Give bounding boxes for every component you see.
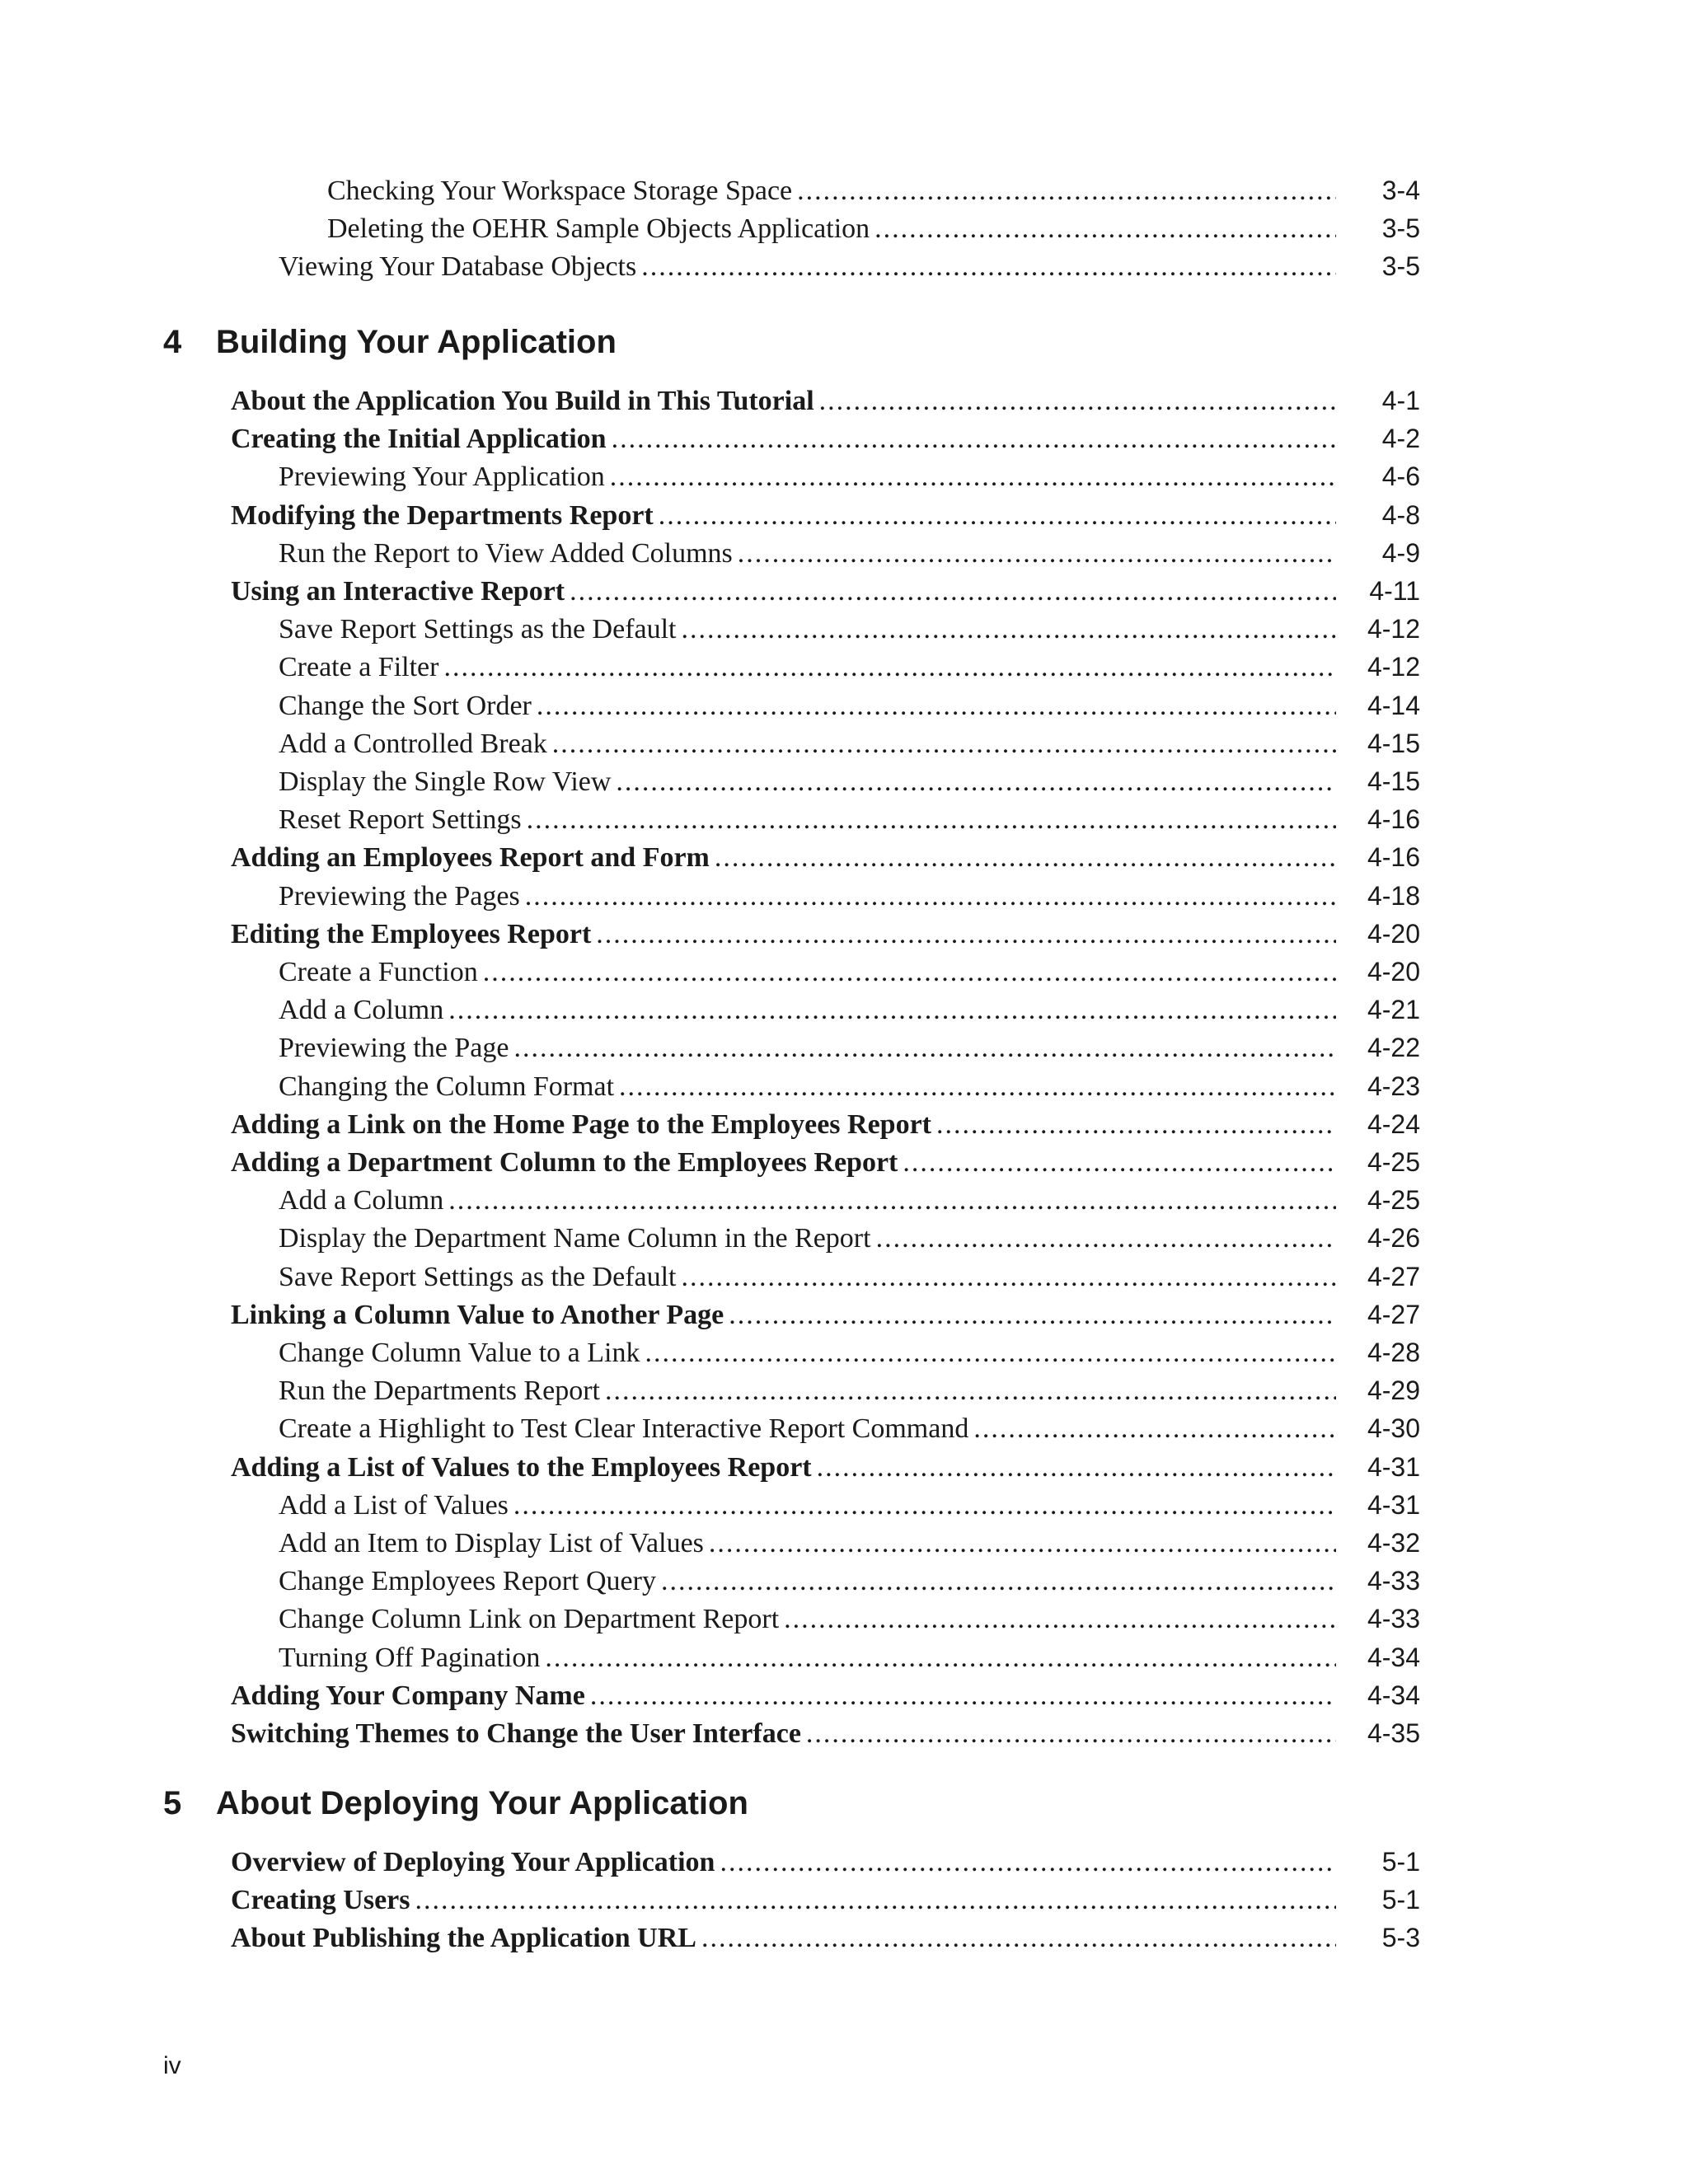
toc-entry[interactable] (231, 1448, 1420, 1486)
toc-entry-page: 4-20 (1367, 918, 1420, 949)
toc-entry-page: 4-15 (1367, 728, 1420, 758)
toc-leader-dots (876, 1220, 1336, 1258)
toc-entry-page: 4-27 (1367, 1261, 1420, 1291)
toc-entry-page: 4-25 (1367, 1147, 1420, 1177)
toc-entry-page: 4-18 (1367, 880, 1420, 911)
toc-entry-page: 4-34 (1367, 1642, 1420, 1672)
toc-leader-dots (570, 573, 1336, 611)
toc-entry[interactable] (231, 1919, 1420, 1957)
toc-leader-dots (903, 1144, 1336, 1182)
toc-entry-title: Checking Your Workspace Storage Space (327, 176, 793, 206)
toc-entry-page: 3-5 (1381, 251, 1420, 282)
toc-leader-dots (545, 1639, 1336, 1677)
toc-leader-dots (701, 1919, 1336, 1957)
toc-entry[interactable] (279, 247, 1420, 285)
toc-entry-page: 4-22 (1367, 1033, 1420, 1063)
toc-entry-title: Creating Users (231, 1885, 410, 1916)
toc-entry-title: Creating the Initial Application (231, 424, 607, 455)
toc-entry-title: Change Column Value to a Link (279, 1338, 640, 1368)
toc-entry-title: Change Column Link on Department Report (279, 1604, 780, 1635)
toc-entry-title: Add a Column (279, 995, 444, 1026)
toc-entry[interactable] (327, 171, 1420, 209)
toc-entry-page: 3-5 (1381, 213, 1420, 244)
toc-entry-page: 4-12 (1367, 652, 1420, 682)
toc-leader-dots (641, 248, 1336, 286)
toc-entry[interactable] (231, 419, 1420, 457)
chapter-number: 4 (163, 324, 182, 360)
toc-entry-title: Add a Controlled Break (279, 728, 547, 759)
toc-entry[interactable] (231, 382, 1420, 419)
toc-entry[interactable] (231, 1296, 1420, 1333)
chapter-heading (163, 317, 617, 367)
toc-entry-title: Create a Function (279, 957, 478, 987)
toc-entry-title: Adding an Employees Report and Form (231, 842, 710, 874)
toc-leader-dots (973, 1410, 1336, 1448)
toc-entry[interactable] (279, 877, 1420, 915)
toc-entry[interactable] (231, 1676, 1420, 1714)
toc-entry-page: 4-12 (1367, 614, 1420, 644)
page-folio: iv (163, 2052, 181, 2079)
toc-entry[interactable] (279, 991, 1420, 1029)
toc-entry-page: 4-16 (1367, 842, 1420, 873)
toc-leader-dots (619, 1068, 1336, 1106)
toc-leader-dots (645, 1334, 1336, 1372)
toc-entry[interactable] (279, 1029, 1420, 1066)
toc-entry-title: Create a Filter (279, 652, 439, 683)
chapter-number: 5 (163, 1785, 182, 1821)
toc-entry[interactable] (279, 762, 1420, 800)
toc-entry-page: 4-8 (1381, 499, 1420, 530)
toc-entry[interactable] (231, 572, 1420, 610)
toc-entry-title: Reset Report Settings (279, 804, 522, 836)
toc-entry[interactable] (231, 1143, 1420, 1181)
toc-entry[interactable] (279, 1486, 1420, 1524)
toc-entry[interactable] (231, 1714, 1420, 1752)
toc-entry-title: Display the Department Name Column in the Report (279, 1223, 871, 1254)
toc-entry[interactable] (279, 1333, 1420, 1371)
toc-entry-title: Switching Themes to Change the User Interface (231, 1718, 801, 1749)
toc-entry[interactable] (279, 800, 1420, 838)
toc-entry-page: 4-21 (1367, 995, 1420, 1025)
toc-leader-dots (819, 382, 1336, 420)
toc-leader-dots (514, 1029, 1337, 1067)
toc-entry[interactable] (279, 687, 1420, 724)
toc-entry[interactable] (279, 1371, 1420, 1409)
toc-entry-title: Viewing Your Database Objects (279, 251, 637, 283)
toc-entry-title: Adding Your Company Name (231, 1680, 585, 1711)
toc-entry[interactable] (279, 1067, 1420, 1105)
toc-entry[interactable] (279, 953, 1420, 991)
toc-leader-dots (797, 172, 1336, 210)
toc-entry[interactable] (231, 1843, 1420, 1881)
toc-leader-dots (448, 991, 1336, 1029)
toc-entry-title: Run the Departments Report (279, 1376, 600, 1407)
toc-entry-page: 4-34 (1367, 1680, 1420, 1710)
toc-leader-dots (513, 1487, 1336, 1525)
toc-leader-dots (936, 1106, 1336, 1144)
toc-leader-dots (682, 1258, 1336, 1296)
toc-leader-dots (605, 1372, 1336, 1410)
toc-entry-page: 4-23 (1367, 1071, 1420, 1101)
toc-entry[interactable] (279, 1181, 1420, 1219)
toc-entry-title: Adding a List of Values to the Employees Report (231, 1451, 812, 1483)
toc-entry-title: Display the Single Row View (279, 766, 612, 797)
toc-entry-title: Save Report Settings as the Default (279, 614, 677, 645)
toc-entry[interactable] (279, 1638, 1420, 1676)
toc-leader-dots (817, 1449, 1336, 1487)
toc-entry-title: Previewing Your Application (279, 462, 605, 493)
toc-entry[interactable] (279, 1600, 1420, 1638)
toc-leader-dots (552, 725, 1336, 763)
toc-leader-dots (709, 1525, 1336, 1563)
toc-entry[interactable] (231, 1105, 1420, 1143)
toc-leader-dots (874, 210, 1336, 248)
toc-entry-title: Adding a Link on the Home Page to the Employees Report (231, 1108, 931, 1140)
toc-leader-dots (806, 1715, 1336, 1753)
toc-entry[interactable] (279, 534, 1420, 572)
toc-entry[interactable] (327, 209, 1420, 247)
toc-entry-page: 4-20 (1367, 957, 1420, 987)
toc-entry-title: Modifying the Departments Report (231, 499, 654, 531)
toc-entry[interactable] (231, 496, 1420, 534)
toc-leader-dots (616, 763, 1336, 801)
toc-leader-dots (729, 1296, 1336, 1334)
toc-entry-page: 5-3 (1381, 1923, 1420, 1953)
toc-leader-dots (610, 458, 1336, 496)
toc-entry[interactable] (279, 648, 1420, 686)
toc-entry-title: About the Application You Build in This Tutorial (231, 386, 814, 416)
toc-entry-title: Deleting the OEHR Sample Objects Application (327, 213, 870, 245)
toc-entry-title: Changing the Column Format (279, 1071, 615, 1102)
toc-entry-page: 4-1 (1381, 386, 1420, 415)
toc-leader-dots (784, 1601, 1336, 1638)
toc-leader-dots (590, 1677, 1336, 1715)
toc-leader-dots (682, 611, 1336, 649)
toc-entry[interactable] (279, 610, 1420, 648)
toc-entry-page: 4-30 (1367, 1413, 1420, 1444)
toc-leader-dots (448, 1182, 1336, 1220)
toc-entry-title: Save Report Settings as the Default (279, 1261, 677, 1292)
toc-entry-title: Overview of Deploying Your Application (231, 1847, 715, 1877)
toc-entry-title: Editing the Employees Report (231, 918, 592, 949)
toc-entry-title: Turning Off Pagination (279, 1642, 541, 1673)
toc-entry-page: 4-16 (1367, 804, 1420, 835)
toc-entry-page: 4-14 (1367, 690, 1420, 720)
toc-entry[interactable] (279, 1524, 1420, 1562)
toc-entry-page: 4-31 (1367, 1451, 1420, 1482)
toc-entry[interactable] (279, 724, 1420, 762)
toc-entry-title: Adding a Department Column to the Employees Report (231, 1147, 898, 1178)
toc-entry-title: Using an Interactive Report (231, 576, 565, 607)
toc-entry-page: 4-25 (1367, 1185, 1420, 1216)
toc-leader-dots (483, 954, 1336, 991)
toc-entry[interactable] (279, 1562, 1420, 1600)
toc-leader-dots (715, 839, 1336, 877)
toc-entry-title: Create a Highlight to Test Clear Interactive Report Command (279, 1413, 969, 1445)
toc-entry-title: Previewing the Page (279, 1033, 509, 1064)
toc-leader-dots (612, 420, 1336, 458)
toc-entry-page: 4-2 (1381, 424, 1420, 454)
toc-entry-page: 4-31 (1367, 1489, 1420, 1520)
toc-leader-dots (527, 801, 1336, 839)
toc-leader-dots (659, 497, 1336, 535)
toc-entry-page: 4-6 (1381, 462, 1420, 492)
toc-entry-title: Add a Column (279, 1185, 444, 1216)
toc-entry-title: Linking a Column Value to Another Page (231, 1299, 724, 1330)
toc-entry-page: 5-1 (1381, 1885, 1420, 1915)
toc-entry-page: 4-33 (1367, 1566, 1420, 1596)
toc-entry-page: 4-32 (1367, 1528, 1420, 1558)
toc-entry[interactable] (279, 1219, 1420, 1257)
toc-entry[interactable] (279, 457, 1420, 495)
toc-entry-page: 4-29 (1367, 1376, 1420, 1406)
chapter-title: About Deploying Your Application (216, 1785, 748, 1821)
toc-entry-page: 4-9 (1381, 537, 1420, 568)
toc-entry-page: 4-15 (1367, 766, 1420, 796)
toc-entry-page: 5-1 (1381, 1847, 1420, 1877)
toc-entry[interactable] (231, 838, 1420, 876)
toc-leader-dots (720, 1844, 1336, 1882)
toc-entry-title: Add a List of Values (279, 1489, 509, 1521)
toc-entry-title: Previewing the Pages (279, 880, 520, 912)
toc-leader-dots (738, 535, 1336, 573)
toc-entry-title: Change Employees Report Query (279, 1566, 656, 1597)
chapter-heading (163, 1779, 748, 1828)
chapter-title: Building Your Application (216, 324, 617, 360)
toc-entry[interactable] (231, 1881, 1420, 1919)
toc-leader-dots (525, 878, 1336, 916)
toc-entry-title: Add an Item to Display List of Values (279, 1528, 704, 1558)
toc-entry[interactable] (231, 915, 1420, 953)
toc-entry-title: Change the Sort Order (279, 690, 532, 721)
toc-entry-page: 4-24 (1367, 1108, 1420, 1139)
toc-leader-dots (537, 687, 1336, 725)
toc-entry-page: 4-28 (1367, 1338, 1420, 1367)
toc-leader-dots (661, 1563, 1336, 1601)
toc-leader-dots (443, 649, 1336, 687)
toc-leader-dots (415, 1882, 1337, 1919)
toc-entry-page: 4-33 (1367, 1604, 1420, 1634)
toc-entry-page: 4-35 (1367, 1718, 1420, 1748)
toc-leader-dots (596, 916, 1336, 954)
toc-entry-page: 4-27 (1367, 1299, 1420, 1329)
toc-entry[interactable] (279, 1258, 1420, 1296)
toc-entry-page: 4-26 (1367, 1223, 1420, 1254)
toc-entry[interactable] (279, 1409, 1420, 1447)
toc-entry-title: Run the Report to View Added Columns (279, 537, 733, 569)
toc-entry-page: 3-4 (1381, 176, 1420, 205)
toc-entry-page: 4-11 (1369, 576, 1420, 606)
toc-entry-title: About Publishing the Application URL (231, 1923, 696, 1954)
